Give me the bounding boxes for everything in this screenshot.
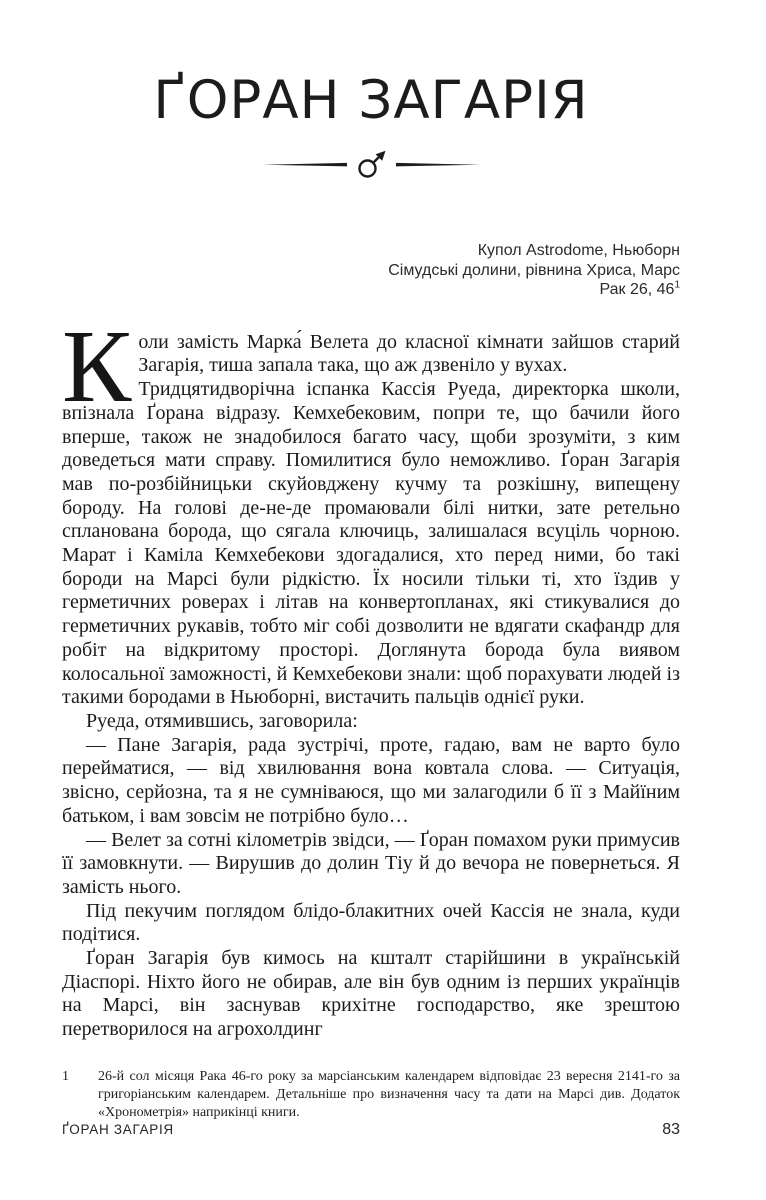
paragraph: Руеда, отямившись, заговорила: (86, 709, 358, 732)
paragraph: Ґоран Загарія був кимось на кшталт старійшини в українській Діаспорі. Ніхто його не обирав, але він був одним із перших українців на Марсі, він заснував крихітне господарство, яке зрештою перетворилося на агрохолдинг (62, 947, 680, 1041)
opening-section (62, 308, 680, 710)
page-content (62, 0, 680, 1122)
footnote-text: 26-й сол місяця Рака 46-го року за марсіанським календарем відповідає 23 вересня 2141-го за григоріанським календарем. Детальніше про визначення часу та дати на Марсі див. Додаток «Хронометрія» наприкінці книги. (98, 1068, 680, 1121)
epigraph-line: Купол Astrodome, Ньюборн (477, 242, 680, 260)
paragraph: Під пекучим поглядом блідо-блакитних очей Кассія не знала, куди подітися. (62, 899, 680, 946)
drop-cap: К (62, 308, 132, 424)
epigraph-date-line (62, 280, 680, 300)
paragraph: оли замість Марка́ Велета до класної кімнати зайшов старий Загарія, тиша запала така, що аж дзвеніло у вухах. (138, 330, 680, 377)
epigraph-date: Рак 26, 46 (599, 281, 675, 299)
running-header: ҐОРАН ЗАГАРІЯ (62, 1122, 174, 1137)
page-number: 83 (662, 1121, 680, 1138)
mars-symbol-icon (356, 150, 387, 180)
chapter-title: ҐОРАН ЗАГАРІЯ (153, 70, 589, 131)
epigraph-line: Сімудські долини, рівнина Хриса, Марс (388, 261, 680, 279)
footnote-number: 1 (62, 1068, 69, 1084)
paragraph: Тридцятидворічна іспанка Кассія Руеда, директорка школи, впізнала Ґорана відразу. Кемхебековим, попри те, що бачили його вперше, також не знадобилося багато часу, щоби зрозуміти, з ким доведеться мати справу. Помилитися було неможливо. Ґоран Загарія мав по-розбійницьки скуйовджену кучму та розкішну, випещену бороду. На голові де-не-де промаювали білі нитки, зате ретельно спланована борода, що сягала ключиць, залишалася всуціль чорною. Марат і Каміла Кемхебекови здогадалися, хто перед ними, бо такі бороди на Марсі були рідкістю. Їх носили тільки ті, хто їздив у герметичних роверах і літав на конвертопланах, які стикувалися до герметичних рукавів, тобто міг собі дозволити не вдягати скафандр для робіт на відкритому просторі. Доглянута борода була виявом колосальної заможності, й Кемхебекови знали: щоб порахувати людей із такими бородами в Ньюборні, вистачить пальців однієї руки. (62, 378, 680, 709)
footnote (62, 1068, 680, 1123)
chapter-divider (62, 149, 680, 181)
chapter-body (62, 308, 680, 1042)
footnote-reference: 1 (674, 279, 680, 291)
divider-line-left (263, 162, 347, 168)
paragraph: — Велет за сотні кілометрів звідси, — Ґоран помахом руки примусив її замовкнути. — Вирушив до долин Тіу й до вечора не повернеться. Я замість нього. (62, 828, 680, 898)
epigraph (62, 241, 680, 300)
paragraph: — Пане Загарія, рада зустрічі, проте, гадаю, вам не варто було перейматися, — від хвилювання вона ковтала слова. — Ситуація, звісно, серйозна, та я не сумніваюся, що ми залагодили б її з Майїним батьком, і вам зовсім не потрібно було… (62, 733, 680, 827)
page-footer (62, 1121, 680, 1139)
divider-line-right (396, 162, 480, 168)
